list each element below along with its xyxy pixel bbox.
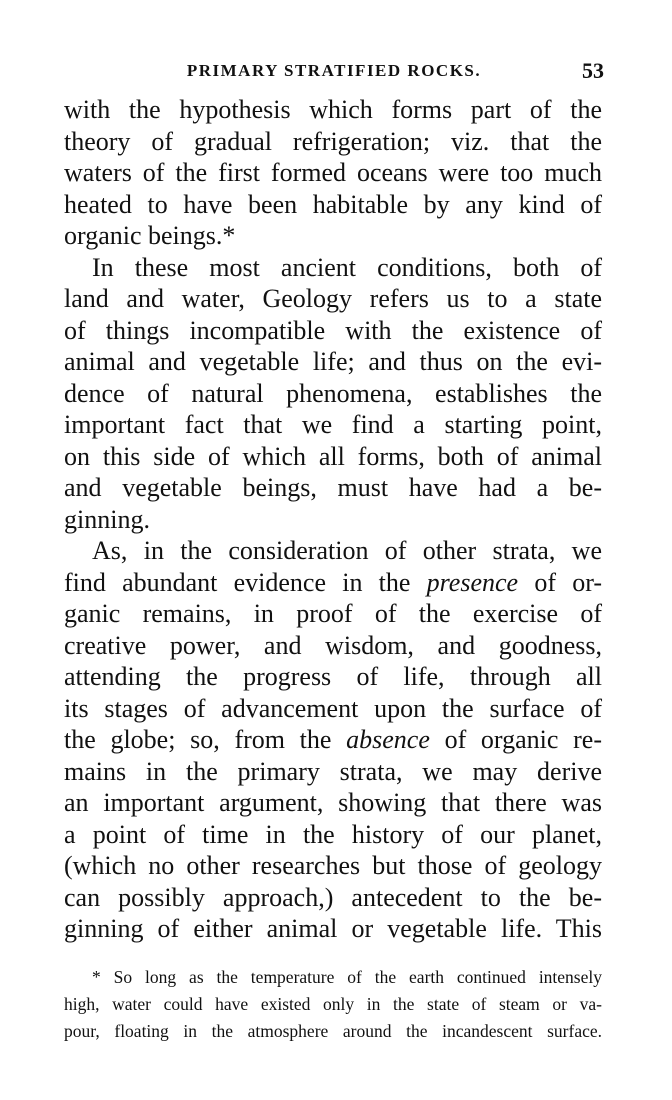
text-line: As, in the consideration of other strata, we (92, 536, 602, 565)
text-line: theory of gradual refrigeration; viz. that the (64, 126, 602, 156)
text-line: a point of time in the history of our planet, (64, 819, 602, 849)
text-line: land and water, Geology refers us to a state (64, 284, 602, 313)
text-line: attending the progress of life, through all (64, 662, 602, 691)
text-line: (which no other researches but those of geology (64, 851, 602, 880)
text-line: ganic remains, in proof of the exercise of (64, 599, 602, 628)
text-line (64, 724, 602, 756)
text-line: important fact that we find a starting point, (64, 410, 602, 439)
text-line: ginning of either animal or vegetable life. This (64, 914, 602, 943)
text-segment: the globe; so, from the (64, 725, 347, 754)
footnote (64, 964, 602, 1045)
running-head (64, 58, 604, 84)
footnote-line: * So long as the temperature of the earth continued intensely (92, 967, 602, 987)
running-title: PRIMARY STRATIFIED ROCKS. (186, 61, 482, 80)
footnote-line: high, water could have existed only in the state of steam or va- (64, 994, 602, 1014)
text-line: waters of the first formed oceans were too much (64, 158, 602, 187)
text-line: creative power, and wisdom, and goodness, (64, 630, 602, 660)
text-line: organic beings.* (64, 221, 236, 250)
text-line: on this side of which all forms, both of animal (64, 441, 602, 471)
text-segment: find abundant evidence in the (64, 567, 427, 597)
text-line: animal and vegetable life; and thus on the evi- (64, 347, 602, 376)
text-line: an important argument, showing that there was (64, 788, 602, 817)
emphasis-absence: absence (346, 725, 430, 754)
text-line: of things incompatible with the existence of (64, 315, 602, 345)
text-segment: of organic re- (429, 725, 602, 754)
text-line: dence of natural phenomena, establishes the (64, 378, 602, 408)
paragraph-3 (64, 535, 602, 945)
text-line: its stages of advancement upon the surface of (64, 693, 602, 723)
paragraph-2 (64, 252, 602, 536)
text-line: can possibly approach,) antecedent to the be- (64, 882, 602, 912)
text-line: with the hypothesis which forms part of the (64, 95, 602, 124)
page-number: 53 (582, 58, 604, 83)
footnote-line: pour, floating in the atmosphere around the incandescent surface. (64, 1021, 602, 1041)
text-line: heated to have been habitable by any kind of (64, 189, 602, 219)
text-line (64, 567, 602, 599)
paragraph-1 (64, 94, 602, 252)
body-text (64, 94, 602, 945)
text-segment: of or- (518, 567, 602, 597)
emphasis-presence: presence (426, 567, 519, 597)
text-line: and vegetable beings, must have had a be- (64, 473, 602, 502)
text-line: In these most ancient conditions, both of (92, 252, 602, 282)
text-line: mains in the primary strata, we may derive (64, 756, 602, 786)
text-line: ginning. (64, 504, 150, 534)
